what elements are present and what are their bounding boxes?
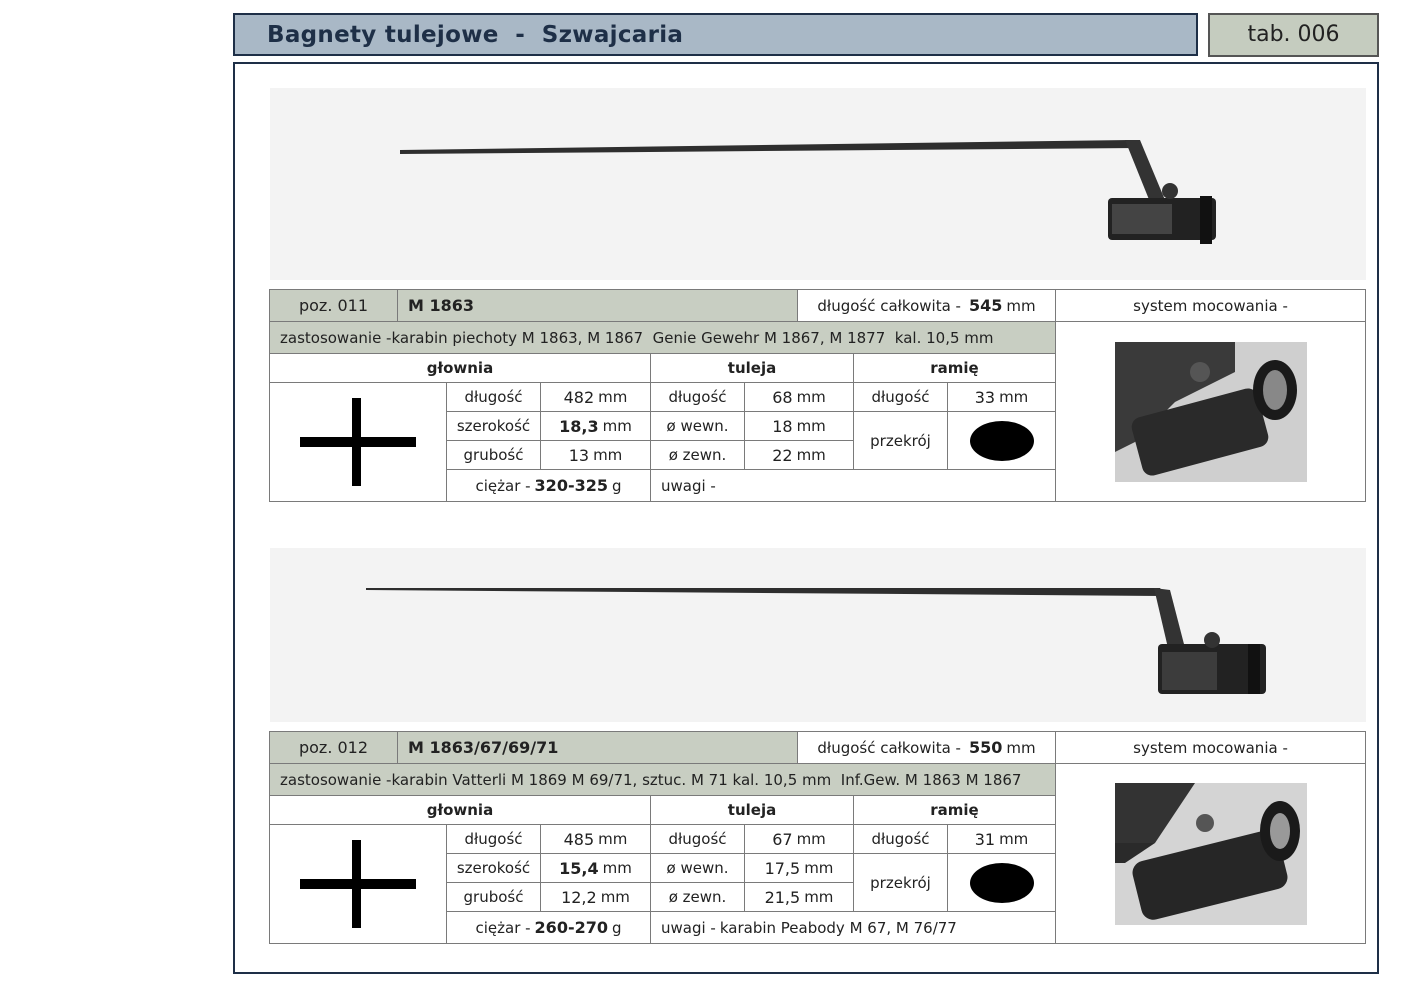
arm-header: ramię [853,353,1056,383]
spec-table-012 [269,731,1366,944]
blade-thickness [540,882,651,912]
value: 67 [772,829,793,849]
usage-label: zastosowanie - [280,770,392,789]
unit: mm [804,888,834,906]
socket-header: tuleja [650,795,854,825]
position-number: poz. 012 [269,731,398,764]
value: 17,5 [764,858,801,878]
unit: mm [804,859,834,877]
value: 485 [563,829,595,849]
usage [269,763,1056,796]
model-name: M 1863 [397,289,798,322]
weight [446,911,651,944]
total-length [797,731,1056,764]
socket-inner [744,853,854,883]
blade-cross-section [269,382,447,502]
arm-length-label: długość [853,382,948,412]
mount-photo-cell [1055,321,1366,502]
unit: mm [999,830,1029,848]
unit: mm [796,388,826,406]
cross-section-icon [298,394,418,490]
unit: mm [602,417,632,435]
usage-label: zastosowanie - [280,328,392,347]
value: 13 [568,445,590,465]
arm-section [947,411,1056,470]
position-number: poz. 011 [269,289,398,322]
weight [446,469,651,502]
spec-table-011 [269,289,1366,502]
unit: g [611,918,622,937]
arm-length [947,824,1056,854]
arm-header: ramię [853,795,1056,825]
mount-photo-012 [1115,783,1307,925]
unit: mm [796,830,826,848]
unit: mm [1006,738,1036,757]
blade-width-label: szerokość [446,411,541,441]
socket-inner-label: ø wewn. [650,411,745,441]
usage-value: karabin piechoty M 1863, M 1867 Genie Gewehr M 1867, M 1877 kal. 10,5 mm [391,328,994,347]
value: 482 [563,387,595,407]
blade-thickness-label: grubość [446,882,541,912]
unit: mm [598,388,628,406]
value: 33 [974,387,996,407]
mount-photo-cell [1055,763,1366,944]
socket-inner [744,411,854,441]
blade-width [540,411,651,441]
value: 31 [974,829,996,849]
total-length-label: długość całkowita - [817,296,961,315]
value: 22 [772,445,793,465]
value: 260-270 [534,918,608,937]
socket-outer-label: ø zewn. [650,882,745,912]
arm-length [947,382,1056,412]
socket-length-label: długość [650,824,745,854]
value: 320-325 [534,476,608,495]
socket-inner-label: ø wewn. [650,853,745,883]
unit: mm [796,446,826,464]
socket-length [744,382,854,412]
remarks [650,469,1056,502]
mount-system-label: system mocowania - [1055,289,1366,322]
value: 21,5 [764,887,801,907]
table-number: tab. 006 [1208,13,1379,57]
page-title-bar [233,13,1198,56]
total-length-value: 550 [968,738,1003,757]
cross-section-icon [298,836,418,932]
mount-system-label: system mocowania - [1055,731,1366,764]
remarks-value: karabin Peabody M 67, M 76/77 [719,918,957,937]
value: 15,4 [559,858,599,878]
mount-photo-011 [1115,342,1307,482]
blade-cross-section [269,824,447,944]
remarks [650,911,1056,944]
total-length-label: długość całkowita - [817,738,961,757]
socket-outer [744,440,854,470]
arm-section [947,853,1056,912]
socket-outer-label: ø zewn. [650,440,745,470]
remarks-label: uwagi - [661,918,716,937]
socket-length-label: długość [650,382,745,412]
blade-length-label: długość [446,382,541,412]
unit: mm [796,417,826,435]
unit: mm [600,888,630,906]
oval-section-icon [969,862,1035,904]
unit: mm [1006,296,1036,315]
oval-section-icon [969,420,1035,462]
blade-header: głownia [269,795,651,825]
model-name: M 1863/67/69/71 [397,731,798,764]
arm-section-label: przekrój [853,411,948,470]
total-length [797,289,1056,322]
blade-width-label: szerokość [446,853,541,883]
unit: mm [999,388,1029,406]
blade-width [540,853,651,883]
blade-header: głownia [269,353,651,383]
socket-header: tuleja [650,353,854,383]
unit: g [611,476,622,495]
page-title: Bagnety tulejowe - Szwajcaria [267,22,684,48]
remarks-label: uwagi - [661,476,716,495]
socket-length [744,824,854,854]
weight-label: ciężar - [475,918,531,937]
socket-outer [744,882,854,912]
value: 12,2 [561,887,597,907]
unit: mm [593,446,623,464]
usage-value: karabin Vatterli M 1869 M 69/71, sztuc. M 71 kal. 10,5 mm Inf.Gew. M 1863 M 1867 [391,770,1022,789]
value: 18,3 [559,416,599,436]
weight-label: ciężar - [475,476,531,495]
total-length-value: 545 [968,296,1003,315]
unit: mm [602,859,632,877]
bayonet-photo-011 [270,88,1366,280]
blade-length [540,824,651,854]
blade-thickness-label: grubość [446,440,541,470]
arm-section-label: przekrój [853,853,948,912]
value: 68 [772,387,793,407]
bayonet-photo-012 [270,548,1366,722]
arm-length-label: długość [853,824,948,854]
value: 18 [772,416,793,436]
usage [269,321,1056,354]
unit: mm [598,830,628,848]
blade-length-label: długość [446,824,541,854]
blade-length [540,382,651,412]
blade-thickness [540,440,651,470]
